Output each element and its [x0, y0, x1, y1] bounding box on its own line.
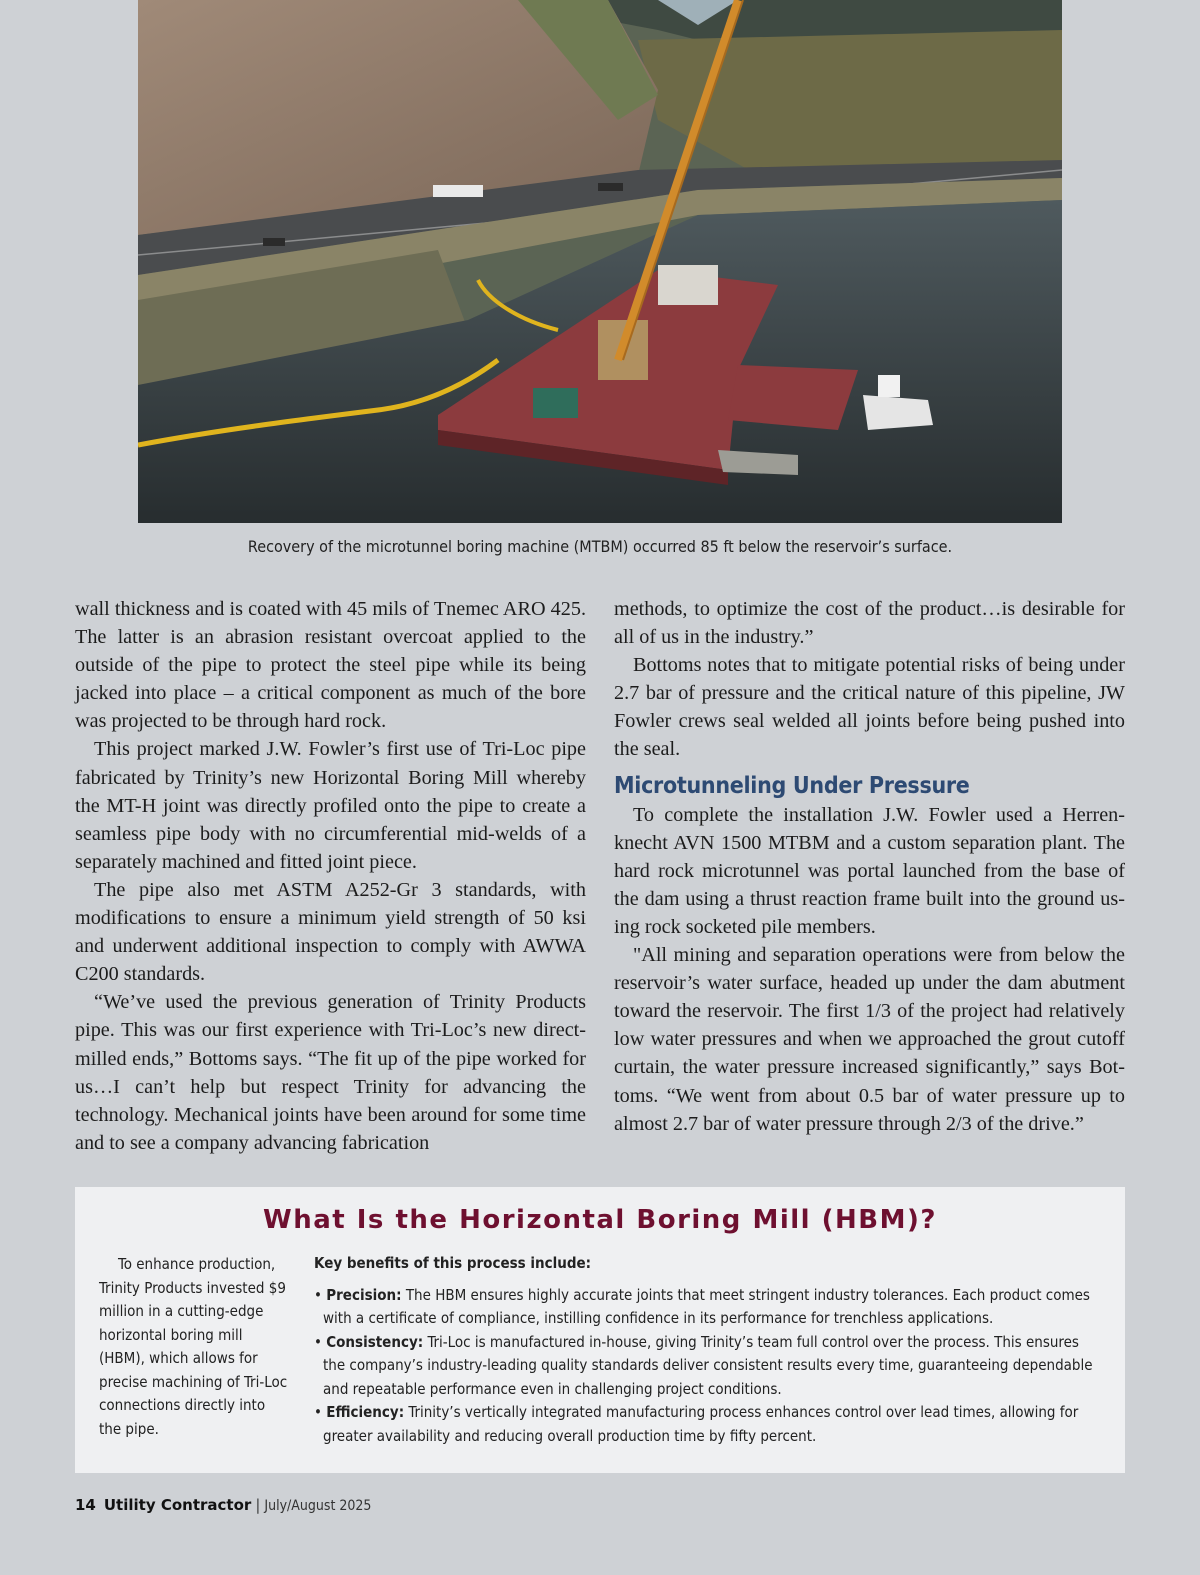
paragraph: Bottoms notes that to mitigate potential risks of being under 2.7 bar of pressure and the critical nature of this pipeline, JW Fowler crews seal welded all joints before being pushed into the seal. — [614, 654, 1125, 761]
paragraph: "All mining and separation operations were from below the reservoir’s water surface, headed up under the dam abutment toward the reservoir. The first 1/3 of the project had relatively low water pressures and when we approached the grout cutoff curtain, the water pressure increased significantly,” says Bottoms. “We went from about 0.5 bar of water pressure up to almost 2.7 bar of water pressure through 2/3 of the drive.” — [614, 944, 1125, 1135]
magazine-name-part: Contractor — [160, 1496, 252, 1514]
paragraph: The pipe also met ASTM A252-Gr 3 standards, with modifications to ensure a minimum yield strength of 50 ksi and underwent additional inspection to comply with AWWA C200 standards. — [75, 878, 586, 986]
benefits-lead: Key benefits of this process include: — [314, 1254, 592, 1272]
paragraph: wall thickness and is coated with 45 mils of Tnemec ARO 425. The latter is an abrasion resistant overcoat applied to the outside of the pipe to protect the steel pipe while its being jacked into place – a critical component as much of the bore was projected to be through hard rock. — [75, 598, 586, 733]
benefit-item: • Precision: The HBM ensures highly accurate joints that meet stringent industry tolerances. Each product comes with a certificate of compliance, instilling confidence in its performance for trenchless applications. — [314, 1285, 1090, 1327]
footer-separator: | — [251, 1496, 265, 1514]
magazine-name-part: Utility — [103, 1496, 161, 1514]
benefit-term: Precision: — [326, 1285, 402, 1304]
hbm-sidebar-box — [75, 1187, 1125, 1473]
page-number: 14 — [75, 1496, 96, 1514]
benefit-text: The HBM ensures highly accurate joints that meet stringent industry tolerances. Each product comes with a certificate of compliance, instilling confidence in its performance for trenchless applications. — [323, 1285, 1090, 1327]
issue-date: July/August 2025 — [264, 1498, 372, 1514]
barge-photo-illustration — [138, 0, 1062, 523]
article-photo — [138, 0, 1062, 523]
sidebar-benefits — [314, 1252, 1104, 1448]
article-right-column — [614, 595, 1125, 1138]
benefit-item: • Efficiency: Trinity’s vertically integrated manufacturing process enhances control over lead times, allowing for greater availability and reducing overall production time by fifty percent. — [314, 1403, 1079, 1445]
benefit-term: Efficiency: — [326, 1403, 405, 1421]
paragraph: “We’ve used the previous generation of Trinity Products pipe. This was our first experience with Tri-Loc’s new direct-milled ends,” Bottoms says. “The fit up of the pipe worked for us…I can’t help but respect Trinity for advancing the technology. Mechanical joints have been around for some time and to see a company advancing fabrication — [75, 991, 586, 1154]
paragraph: To complete the installation J.W. Fowler used a Herrenknecht AVN 1500 MTBM and a custom separation plant. The hard rock microtunnel was portal launched from the base of the dam using a thrust reaction frame built into the ground using rock socketed pile members. — [614, 803, 1125, 938]
page-footer — [75, 1496, 371, 1514]
magazine-name — [104, 1496, 251, 1514]
benefit-item: • Consistency: Tri-Loc is manufactured in-house, giving Trinity’s team full control over the process. This ensures the company’s industry-leading quality standards deliver consistent results every time, guaranteeing dependable and repeatable performance even in challenging project conditions. — [314, 1332, 1093, 1398]
article-left-column — [75, 595, 586, 1157]
paragraph: This project marked J.W. Fowler’s first use of Tri-Loc pipe fabricated by Trinity’s new Horizontal Boring Mill whereby the MT-H joint was directly profiled onto the pipe to create a seamless pipe body with no circumferential mid-welds of a separately machined and fitted joint piece. — [75, 738, 586, 873]
benefit-term: Consistency: — [326, 1332, 424, 1351]
benefit-text: Tri-Loc is manufactured in-house, giving Trinity’s team full control over the process. This ensures the company’s industry-leading quality standards deliver consistent results every time, guaranteeing dependable and repeatable performance even in challenging project conditions. — [323, 1332, 1093, 1398]
paragraph: methods, to optimize the cost of the product…is desirable for all of us in the industry.” — [614, 598, 1125, 649]
benefit-text: Trinity’s vertically integrated manufacturing process enhances control over lead times, allowing for greater availability and reducing overall production time by fifty percent. — [323, 1403, 1079, 1445]
sidebar-intro: To enhance production, Trinity Products invested $9 million in a cutting-edge horizontal boring mill (HBM), which allows for precise machining of Tri-Loc connections directly into the pipe. — [99, 1255, 288, 1438]
photo-caption: Recovery of the microtunnel boring machine (MTBM) occurred 85 ft below the reservoir’s surface. — [247, 537, 953, 556]
section-heading: Microtunneling Under Pressure — [614, 772, 970, 799]
sidebar-title: What Is the Horizontal Boring Mill (HBM)? — [263, 1205, 937, 1235]
